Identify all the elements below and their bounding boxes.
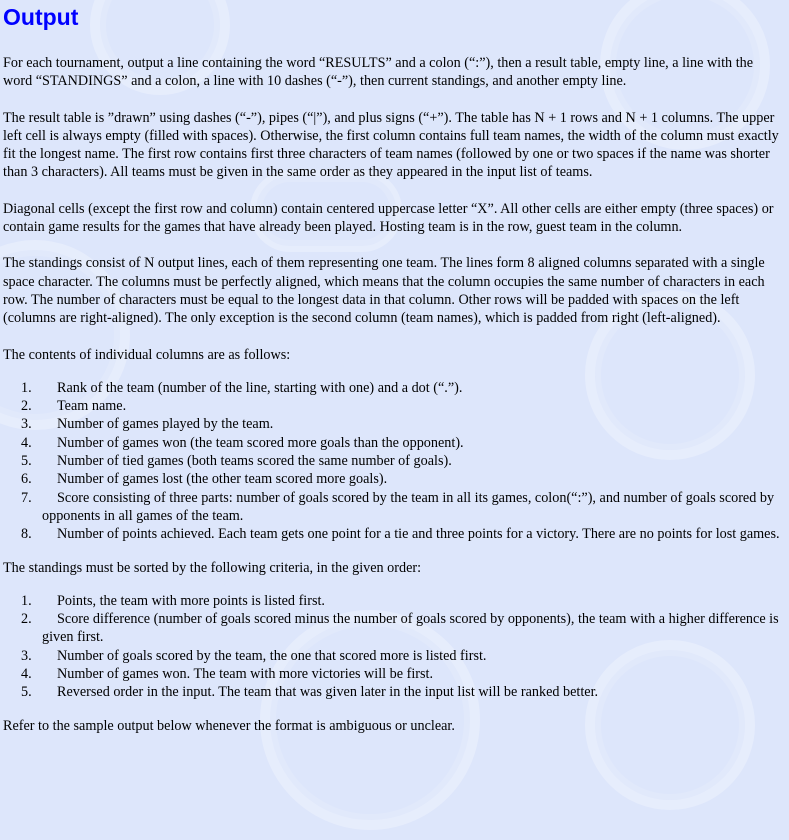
paragraph-refer-sample: Refer to the sample output below whenever the format is ambiguous or unclear. <box>3 717 455 734</box>
paragraph-result-table: The result table is ”drawn” using dashes (“-”), pipes (“|”), and plus signs (“+”). The table has N + 1 rows and N + 1 columns. The upper left cell is always empty (filled with spaces). Otherwise, the first column contains full team names, the width of the column must exactly fit the longest name. The first row contains first three characters of team names (followed by one or two spaces if the name was shorter than 3 characters). All teams must be given in the same order as they appeared in the input list of teams. <box>3 109 779 181</box>
list-item <box>3 452 783 470</box>
paragraph-diagonal-cells: Diagonal cells (except the first row and column) contain centered uppercase letter “X”. All other cells are either empty (three spaces) or contain game results for the games that have already been played. Hosting team is in the row, guest team in the column. <box>3 200 774 236</box>
list-item <box>3 434 783 452</box>
list-item-number: 1. <box>21 379 32 396</box>
list-item <box>3 525 783 543</box>
list-item <box>3 489 783 526</box>
list-item-text: Number of tied games (both teams scored the same number of goals). <box>57 453 452 470</box>
list-item-text: Number of games lost (the other team scored more goals). <box>57 471 388 488</box>
paragraph-output-format: For each tournament, output a line containing the word “RESULTS” and a colon (“:”), then a result table, empty line, a line with the word “STANDINGS” and a colon, a line with 10 dashes (“-”), then current standings, and another empty line. <box>3 55 754 90</box>
criteria-list <box>3 592 783 702</box>
list-item <box>3 470 783 488</box>
section-title: Output <box>3 4 79 30</box>
list-item-text: Team name. <box>57 398 127 415</box>
list-item <box>3 592 783 610</box>
list-item-text: Number of points achieved. Each team gets one point for a tie and three points for a victory. There are no points for lost games. <box>57 526 780 543</box>
list-item <box>3 415 783 433</box>
list-item-number: 5. <box>21 453 32 470</box>
list-item-text: Score consisting of three parts: number of goals scored by the team in all its games, colon(“:”), and number of goals scored by opponents in all games of the team. <box>42 489 775 524</box>
list-item-text: Score difference (number of goals scored minus the number of goals scored by opponents), the team with a higher difference is given first. <box>42 611 779 646</box>
list-item-number: 2. <box>21 611 32 628</box>
list-item <box>3 665 783 683</box>
list-item-text: Points, the team with more points is listed first. <box>57 592 325 609</box>
columns-list <box>3 379 783 544</box>
list-item-text: Reversed order in the input. The team that was given later in the input list will be ranked better. <box>57 684 599 701</box>
list-item <box>3 610 783 647</box>
list-item-number: 6. <box>21 471 32 488</box>
list-item-number: 4. <box>21 666 32 683</box>
list-item-text: Number of goals scored by the team, the one that scored more is listed first. <box>57 647 487 664</box>
paragraph-columns-intro: The contents of individual columns are as follows: <box>3 346 291 363</box>
list-item-text: Number of games won (the team scored more goals than the opponent). <box>57 434 464 451</box>
list-item <box>3 683 783 701</box>
list-item-number: 2. <box>21 398 32 415</box>
list-item-number: 3. <box>21 647 32 664</box>
list-item-number: 4. <box>21 434 32 451</box>
list-item-text: Number of games won. The team with more victories will be first. <box>57 666 434 683</box>
list-item <box>3 647 783 665</box>
list-item-number: 5. <box>21 684 32 701</box>
paragraph-standings: The standings consist of N output lines, each of them representing one team. The lines form 8 aligned columns separated with a single space character. The columns must be perfectly aligned, which means that the column occupies the same number of characters in each row. The number of characters must be equal to the longest data in that column. Other rows will be padded with spaces on the left (columns are right-aligned). The only exception is the second column (team names), which is padded from right (left-aligned). <box>3 255 765 327</box>
list-item-number: 8. <box>21 526 32 543</box>
list-item-number: 1. <box>21 592 32 609</box>
list-item-number: 7. <box>21 489 32 506</box>
list-item <box>3 397 783 415</box>
list-item <box>3 379 783 397</box>
list-item-text: Number of games played by the team. <box>57 416 274 433</box>
paragraph-sorting-intro: The standings must be sorted by the following criteria, in the given order: <box>3 559 422 576</box>
list-item-number: 3. <box>21 416 32 433</box>
list-item-text: Rank of the team (number of the line, starting with one) and a dot (“.”). <box>57 379 463 396</box>
